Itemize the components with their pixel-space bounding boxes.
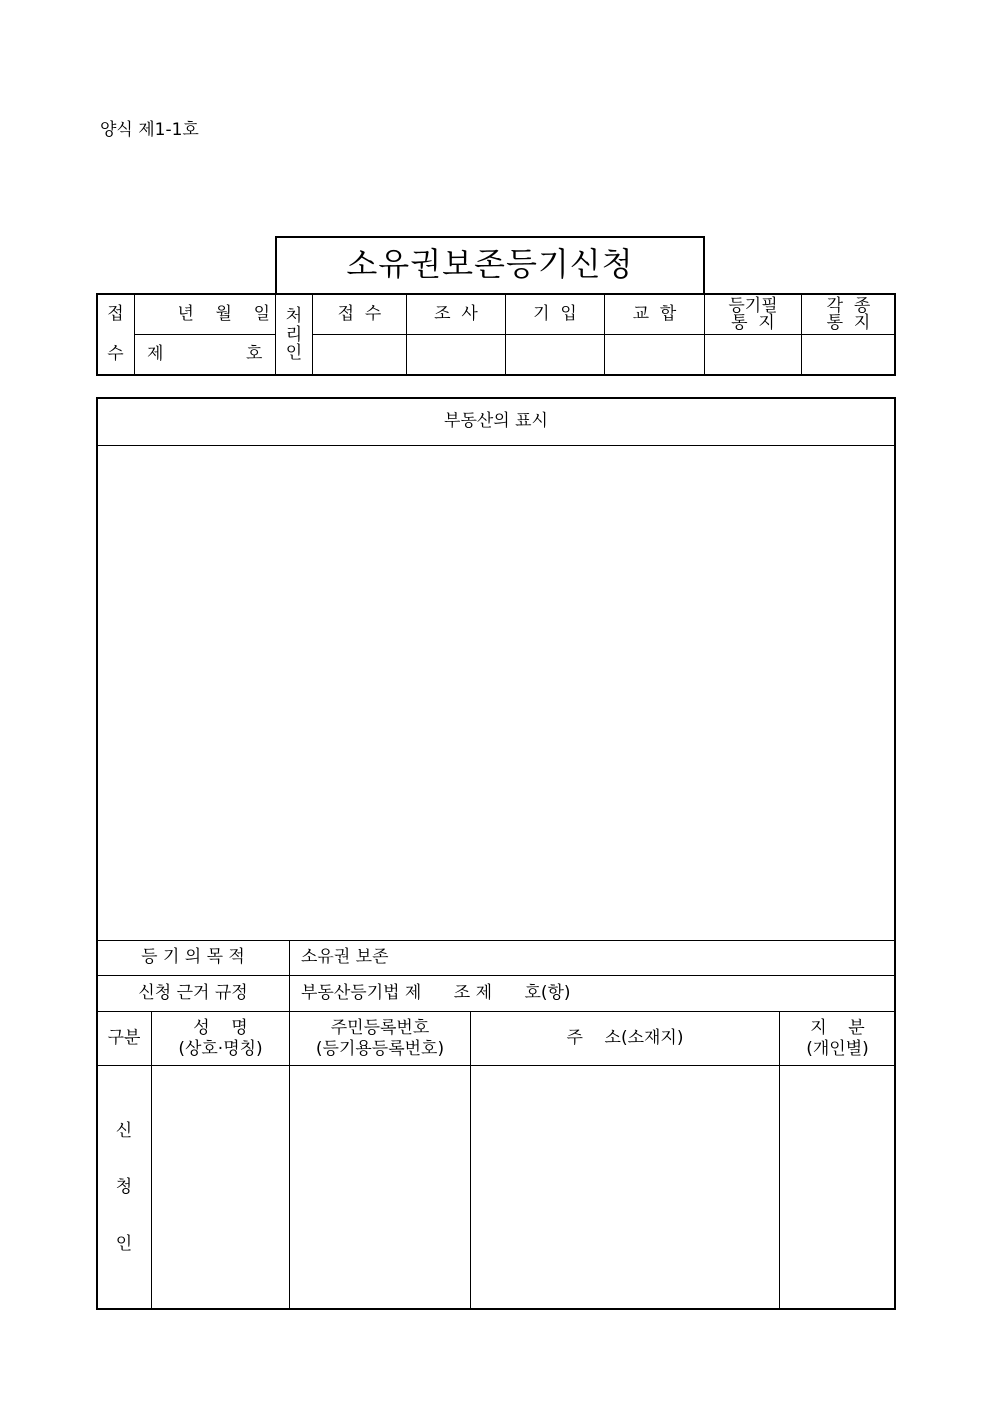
step-investigation: 조 사 xyxy=(434,303,478,324)
step-entry: 기 입 xyxy=(533,303,577,324)
basis-label: 신청 근거 규정 xyxy=(138,982,248,1003)
step-verification: 교 합 xyxy=(632,303,677,324)
reception-side-label-bottom: 수 xyxy=(107,344,124,365)
step-registration-notice: 등기필 통 지 xyxy=(728,296,778,333)
header-division: 구분 xyxy=(107,1027,141,1048)
applicant-row-label: 신 청 인 xyxy=(115,1121,133,1254)
step-receipt: 접 수 xyxy=(337,303,382,324)
header-reg-number: 주민등록번호 (등기용등록번호) xyxy=(315,1018,445,1059)
reception-date-label: 년 월 일 xyxy=(177,303,270,324)
page-title: 소유권보존등기신청 xyxy=(346,245,634,284)
basis-value: 부동산등기법 제 조 제 호(항) xyxy=(301,983,571,1003)
purpose-label: 등 기 의 목 적 xyxy=(141,947,245,968)
applicant-address-cell[interactable] xyxy=(471,1066,779,1309)
header-name: 성 명 (상호·명칭) xyxy=(178,1018,263,1059)
header-address: 주 소(소재지) xyxy=(566,1027,684,1048)
reception-side-label-top: 접 xyxy=(107,303,124,324)
purpose-value: 소유권 보존 xyxy=(301,947,389,967)
applicant-share-cell[interactable] xyxy=(780,1066,895,1309)
applicant-reg-number-cell[interactable] xyxy=(290,1066,470,1309)
reception-number-prefix: 제 xyxy=(147,344,164,364)
processor-label: 처 리 인 xyxy=(285,305,303,364)
applicant-name-cell[interactable] xyxy=(152,1066,289,1309)
step-various-notices: 각 종 통 지 xyxy=(826,296,871,333)
form-number: 양식 제1-1호 xyxy=(100,120,199,140)
reception-number-suffix: 호 xyxy=(246,344,263,364)
header-share: 지 분 (개인별) xyxy=(806,1018,869,1059)
property-section-header: 부동산의 표시 xyxy=(444,411,548,432)
property-description-area[interactable] xyxy=(97,446,895,940)
